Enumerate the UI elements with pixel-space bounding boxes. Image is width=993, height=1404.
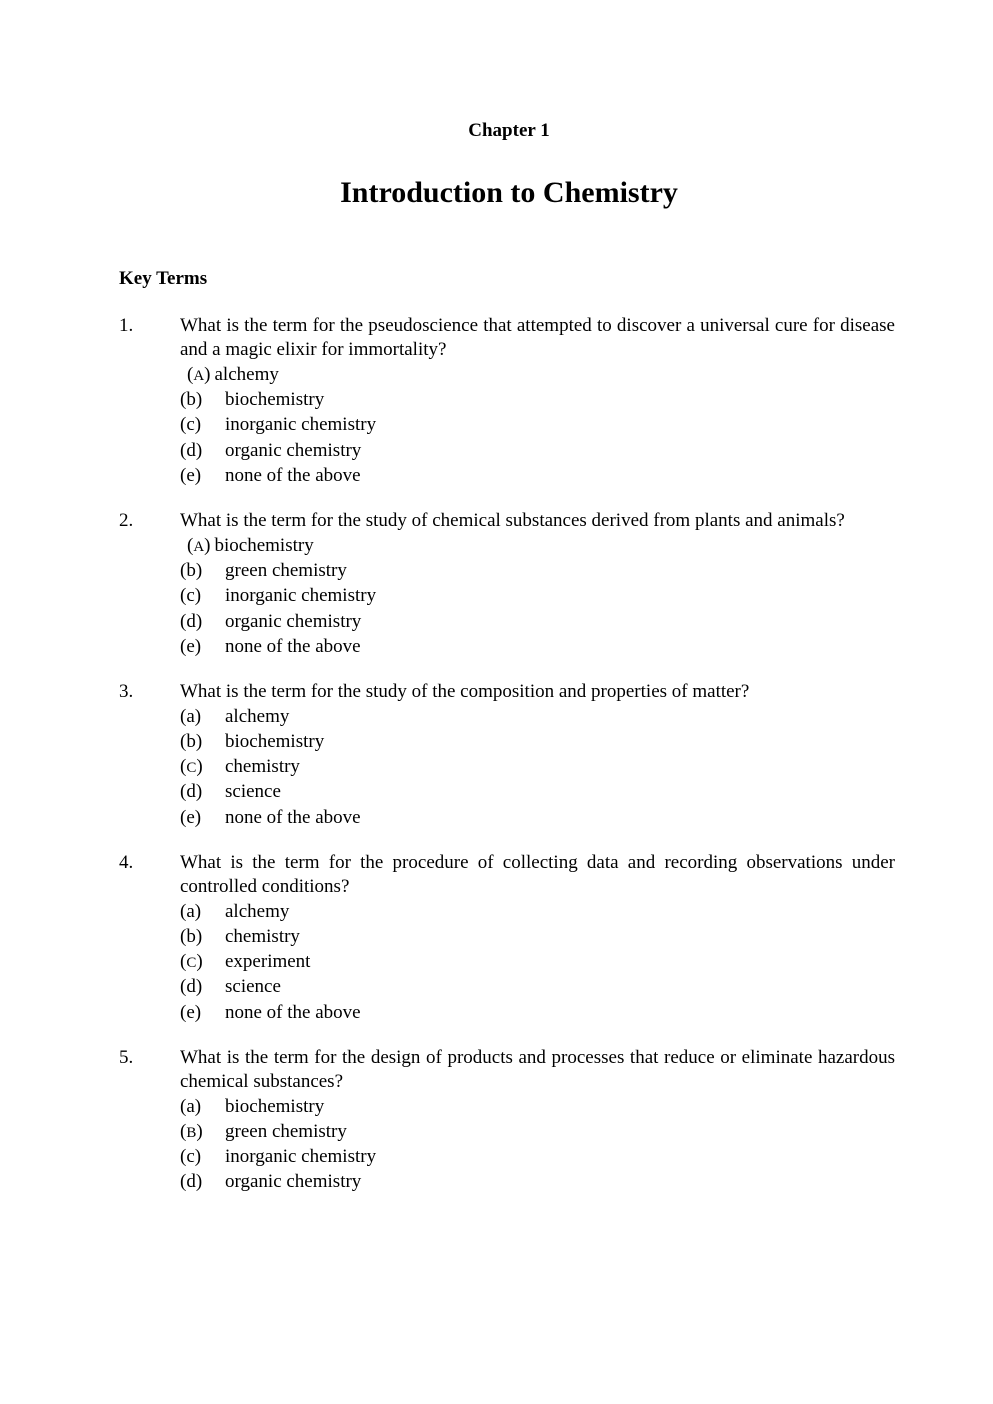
option-label: (e) xyxy=(180,635,202,657)
option-label: (b) xyxy=(180,926,203,947)
question-item xyxy=(119,680,895,830)
question-number: 2. xyxy=(119,509,134,531)
option-label: (e) xyxy=(180,1001,202,1023)
option-list xyxy=(180,1094,895,1195)
question-item xyxy=(119,1046,895,1195)
option-label: (e) xyxy=(180,464,202,486)
option-label: (b) xyxy=(180,560,203,582)
option-label-letter: C xyxy=(186,955,197,972)
option-label: (b) xyxy=(180,389,203,411)
option-text: chemistry xyxy=(225,756,300,778)
option-text: green chemistry xyxy=(225,1120,347,1142)
option-label xyxy=(180,533,211,558)
option-text: inorganic chemistry xyxy=(225,585,377,607)
option-item xyxy=(180,463,895,488)
option-item xyxy=(180,609,895,634)
option-item xyxy=(180,899,895,924)
option-label-open: ( xyxy=(187,364,194,385)
option-list xyxy=(180,362,895,488)
option-text: inorganic chemistry xyxy=(225,1146,377,1168)
option-label-letter: A xyxy=(193,368,205,384)
option-item xyxy=(180,974,895,999)
option-list xyxy=(180,704,895,830)
option-text: chemistry xyxy=(225,926,300,947)
option-label xyxy=(180,949,225,974)
option-label: (d) xyxy=(180,976,203,998)
option-label-letter: A xyxy=(193,538,205,555)
option-text: none of the above xyxy=(225,806,361,828)
option-label-open: ( xyxy=(187,534,194,556)
option-label-open: ( xyxy=(180,756,187,778)
option-text: organic chemistry xyxy=(225,439,362,461)
question-text: What is the term for the study of chemical substances derived from plants and animals? xyxy=(180,509,845,531)
option-label-open: ( xyxy=(180,951,187,973)
option-label-open: ( xyxy=(180,1120,187,1142)
option-text: none of the above xyxy=(225,1001,361,1023)
option-label: (c) xyxy=(180,585,202,607)
option-label: (d) xyxy=(180,610,203,632)
option-text: green chemistry xyxy=(225,560,347,582)
option-label: (c) xyxy=(180,1146,202,1168)
option-item xyxy=(180,729,895,754)
option-label xyxy=(180,1119,225,1144)
question-text: What is the term for the study of the composition and properties of matter? xyxy=(180,680,750,702)
option-text: alchemy xyxy=(225,900,290,922)
option-item xyxy=(180,1094,895,1119)
option-label: (a) xyxy=(180,900,202,922)
option-item xyxy=(180,1000,895,1025)
page-title: Introduction to Chemistry xyxy=(340,176,678,209)
option-label-close: ) xyxy=(196,1120,203,1142)
option-label-close: ) xyxy=(204,534,211,556)
option-label: (d) xyxy=(180,1171,203,1193)
option-item xyxy=(180,362,895,387)
option-text: none of the above xyxy=(225,464,361,486)
option-text: none of the above xyxy=(225,635,361,657)
option-label-close: ) xyxy=(204,364,211,385)
option-item xyxy=(180,754,895,779)
option-text: experiment xyxy=(225,951,311,973)
option-text: alchemy xyxy=(225,705,290,727)
question-number: 1. xyxy=(119,315,134,336)
option-list xyxy=(180,899,895,1025)
option-text: biochemistry xyxy=(225,389,325,411)
question-list xyxy=(119,314,895,1216)
section-heading: Key Terms xyxy=(119,268,208,289)
question-text: What is the term for the procedure of collecting data and recording observations under controlled conditions? xyxy=(180,851,895,897)
option-label: (a) xyxy=(180,705,202,727)
option-item xyxy=(180,779,895,804)
option-text: alchemy xyxy=(214,364,279,385)
question-item xyxy=(119,851,895,1025)
option-text: organic chemistry xyxy=(225,610,362,632)
option-label: (c) xyxy=(180,414,202,436)
option-label: (d) xyxy=(180,439,203,461)
question-item xyxy=(119,509,895,659)
option-item xyxy=(180,558,895,583)
question-item xyxy=(119,314,895,488)
option-list xyxy=(180,533,895,659)
option-item xyxy=(180,412,895,437)
option-item xyxy=(180,387,895,412)
option-text: inorganic chemistry xyxy=(225,414,377,436)
option-text: science xyxy=(225,976,281,998)
option-item xyxy=(180,438,895,463)
option-text: science xyxy=(225,781,281,803)
option-text: biochemistry xyxy=(225,731,325,753)
option-item xyxy=(180,924,895,949)
option-item xyxy=(180,1119,895,1144)
option-item xyxy=(180,634,895,659)
option-text: biochemistry xyxy=(225,1095,325,1117)
option-label xyxy=(180,362,211,387)
option-item xyxy=(180,805,895,830)
question-text: What is the term for the design of products and processes that reduce or eliminate hazardous chemical substances? xyxy=(180,1046,895,1092)
question-number: 4. xyxy=(119,851,134,873)
option-label: (d) xyxy=(180,781,203,803)
question-number: 5. xyxy=(119,1046,134,1068)
option-label: (a) xyxy=(180,1095,202,1117)
option-label-close: ) xyxy=(196,951,203,973)
option-text: organic chemistry xyxy=(225,1171,362,1193)
question-number: 3. xyxy=(119,680,134,702)
chapter-label: Chapter 1 xyxy=(468,120,550,141)
option-label: (e) xyxy=(180,806,202,828)
option-item xyxy=(180,533,895,558)
option-item xyxy=(180,1144,895,1169)
option-item xyxy=(180,583,895,608)
option-label-letter: C xyxy=(186,760,197,777)
option-label xyxy=(180,754,225,779)
option-text: biochemistry xyxy=(214,534,314,556)
option-label: (b) xyxy=(180,731,203,753)
option-item xyxy=(180,1169,895,1194)
option-item xyxy=(180,704,895,729)
question-text: What is the term for the pseudoscience that attempted to discover a universal cure for disease and a magic elixir for immortality? xyxy=(180,315,895,360)
option-item xyxy=(180,949,895,974)
option-label-close: ) xyxy=(196,756,203,778)
option-label-letter: B xyxy=(186,1124,197,1141)
